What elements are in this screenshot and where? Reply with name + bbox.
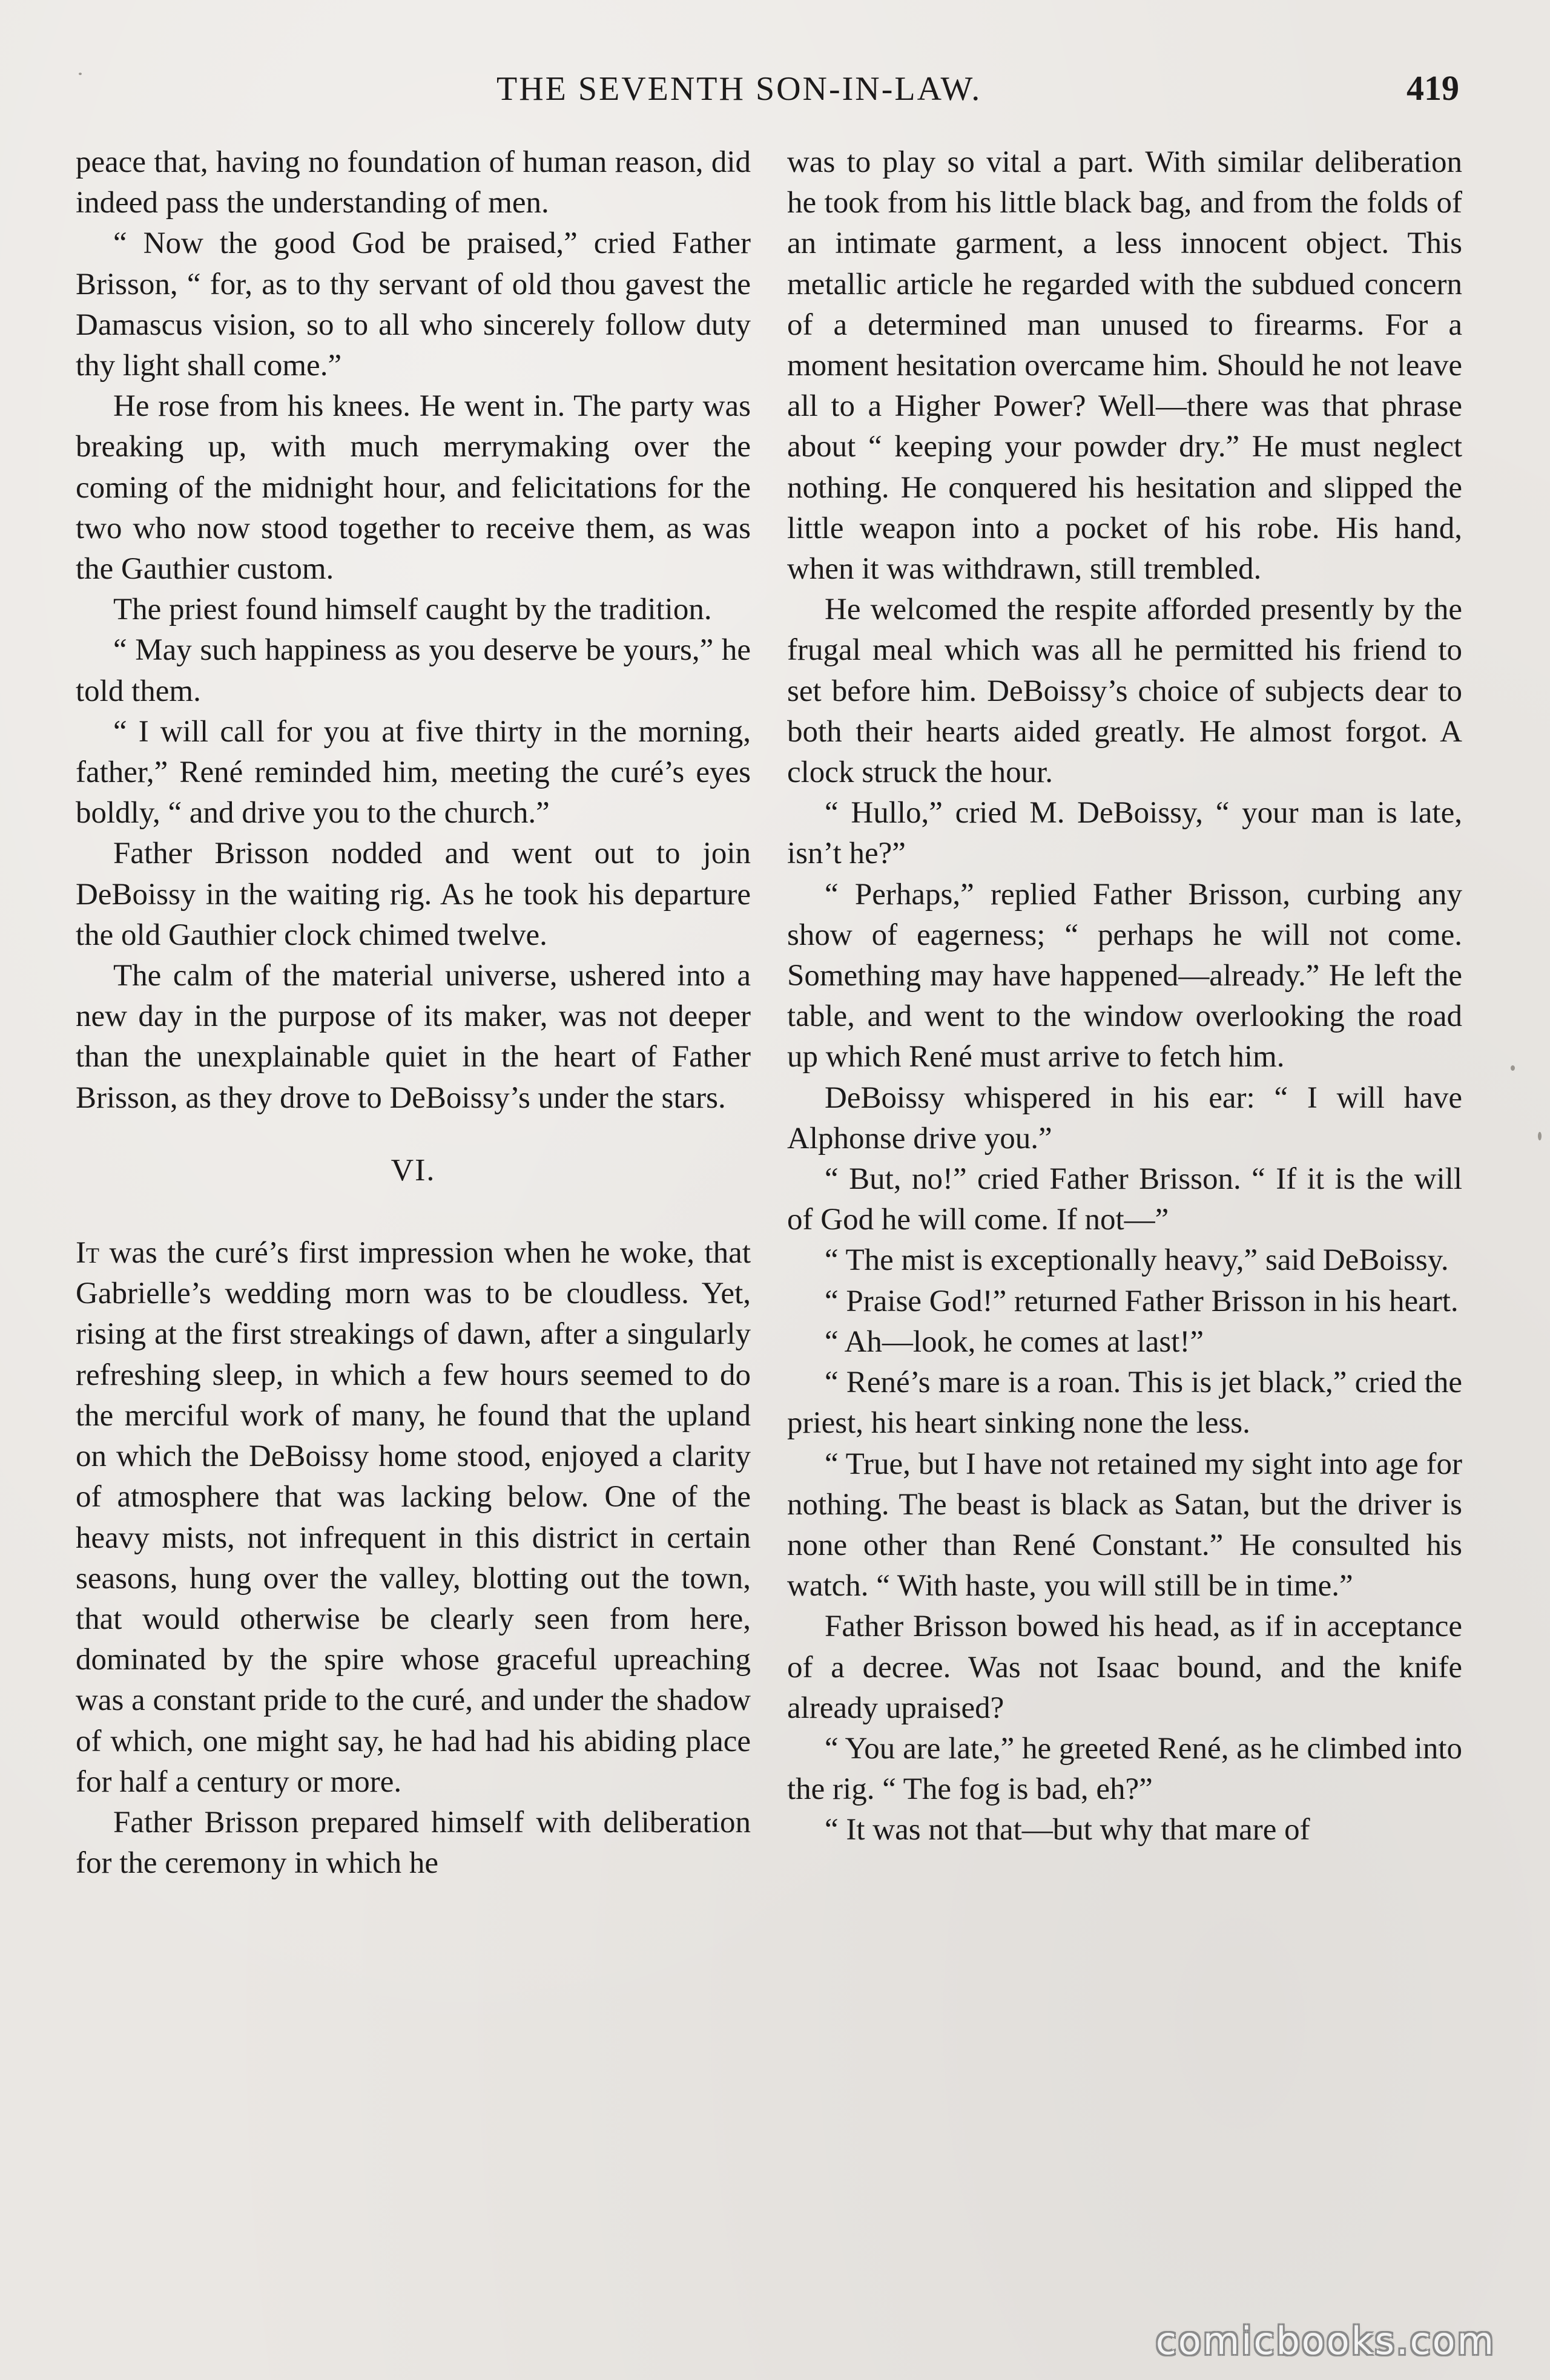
paragraph: “ Hullo,” cried M. DeBoissy, “ your man is late, isn’t he?” — [787, 796, 1462, 871]
paragraph: “ True, but I have not retained my sight into age for nothing. The beast is black as Satan, but the driver is none other than René Constant.” He consulted his watch. “ With haste, you will still be in time.” — [787, 1447, 1462, 1603]
paragraph: DeBoissy whispered in his ear: “ I will have Alphonse drive you.” — [787, 1080, 1462, 1155]
paper-speck — [79, 73, 82, 75]
paragraph: “ René’s mare is a roan. This is jet black,” cried the priest, his heart sinking none the less. — [787, 1366, 1462, 1441]
paragraph: “ Now the good God be praised,” cried Father Brisson, “ for, as to thy servant of old thou gavest the Damascus vision, so to all who sincerely follow duty thy light shall come.” — [76, 226, 751, 383]
paragraph: “ I will call for you at five thirty in the morning, father,” René reminded him, meeting the curé’s eyes boldly, “ and drive you to the church.” — [76, 714, 751, 830]
paragraph: Father Brisson prepared himself with deliberation for the ceremony in which he — [76, 1805, 751, 1881]
watermark-logo: comicbooks.com — [1155, 2319, 1496, 2363]
paragraph: Father Brisson bowed his head, as if in acceptance of a decree. Was not Isaac bound, and the knife already upraised? — [787, 1609, 1462, 1725]
left-column — [76, 142, 751, 1884]
paragraph: was to play so vital a part. With similar deliberation he took from his little black bag, and from the folds of an intimate garment, a less innocent object. This metallic article he regarded with the subdued concern of a determined man unused to firearms. For a moment hesitation overcame him. Should he not leave all to a Higher Power? Well—there was that phrase about “ keeping your powder dry.” He must neglect nothing. He conquered his hesitation and slipped the little weapon into a pocket of his robe. His hand, when it was withdrawn, still trembled. — [787, 145, 1462, 587]
running-title: THE SEVENTH SON-IN-LAW. — [496, 70, 982, 108]
paragraph: peace that, having no foundation of human reason, did indeed pass the understanding of men. — [76, 145, 751, 220]
paragraph: “ It was not that—but why that mare of — [825, 1813, 1310, 1847]
paragraph: “ Ah—look, he comes at last!” — [825, 1324, 1204, 1359]
paragraph — [76, 1233, 751, 1803]
paragraph: “ You are late,” he greeted René, as he climbed into the rig. “ The fog is bad, eh?” — [787, 1731, 1462, 1807]
paragraph: “ But, no!” cried Father Brisson. “ If it is the will of God he will come. If not—” — [787, 1162, 1462, 1237]
paragraph-text: was the curé’s first impression when he woke, that Gabrielle’s wedding morn was to be cloudless. Yet, rising at the first streakings of dawn, after a singularly refreshing sleep, in which a few hours seemed to do the merciful work of many, he found that the upland on which the DeBoissy home stood, enjoyed a clarity of atmosphere that was lacking below. One of the heavy mists, not infrequent in this district in certain seasons, hung over the valley, blotting out the town, that would otherwise be clearly seen from here, dominated by the spire whose graceful upreaching was a constant pride to the curé, and under the shadow of which, one might say, he had had his abiding place for half a century or more. — [76, 1236, 751, 1799]
opening-word: It — [76, 1236, 99, 1271]
paragraph: The calm of the material universe, ushered into a new day in the purpose of its maker, was not deeper than the unexplainable quiet in the heart of Father Brisson, as they drove to DeBoissy’s under the stars. — [76, 959, 751, 1115]
paper-speck — [1511, 1065, 1515, 1071]
page-number: 419 — [1407, 68, 1459, 108]
section-heading: VI. — [391, 1152, 436, 1188]
paragraph: “ May such happiness as you deserve be yours,” he told them. — [76, 633, 751, 708]
paragraph: “ The mist is exceptionally heavy,” said DeBoissy. — [825, 1243, 1449, 1278]
paragraph: He welcomed the respite afforded presently by the frugal meal which was all he permitted his friend to set before him. DeBoissy’s choice of subjects dear to both their hearts aided greatly. He almost forgot. A clock struck the hour. — [787, 593, 1462, 790]
right-column — [787, 142, 1462, 1851]
paragraph: “ Praise God!” returned Father Brisson in his heart. — [825, 1284, 1459, 1318]
paper-speck — [1538, 1132, 1542, 1140]
paragraph: The priest found himself caught by the tradition. — [113, 593, 712, 627]
paragraph: He rose from his knees. He went in. The party was breaking up, with much merrymaking over the coming of the midnight hour, and felicitations for the two who now stood together to receive them, as was the Gauthier custom. — [76, 389, 751, 587]
paragraph: “ Perhaps,” replied Father Brisson, curbing any show of eagerness; “ perhaps he will not come. Something may have happened—already.” He left the table, and went to the window overlooking the road up which René must arrive to fetch him. — [787, 877, 1462, 1074]
paragraph: Father Brisson nodded and went out to join DeBoissy in the waiting rig. As he took his departure the old Gauthier clock chimed twelve. — [76, 837, 751, 952]
